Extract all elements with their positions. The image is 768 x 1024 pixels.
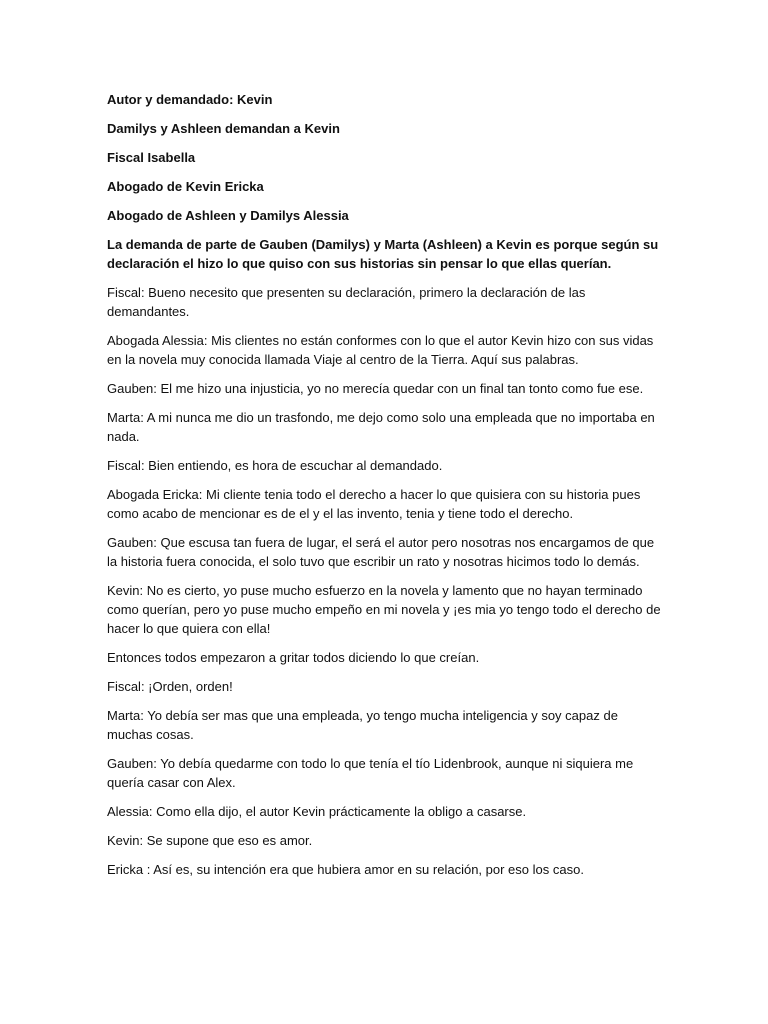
dialogue-paragraph: Gauben: Que escusa tan fuera de lugar, el será el autor pero nosotras nos encargamos de que la historia fuera conocida, el solo tuvo que escribir un rato y nosotras hicimos todo lo demás.	[107, 535, 655, 569]
dialogue-paragraph: Abogada Ericka: Mi cliente tenia todo el derecho a hacer lo que quisiera con su historia pues como acabo de mencionar es de el y el las invento, tenia y tiene todo el derecho.	[107, 487, 641, 521]
dialogue-paragraph: Fiscal: Bueno necesito que presenten su declaración, primero la declaración de las demandantes.	[107, 285, 586, 319]
dialogue-paragraph: Abogada Alessia: Mis clientes no están conformes con lo que el autor Kevin hizo con sus vidas en la novela muy conocida llamada Viaje al centro de la Tierra. Aquí sus palabras.	[107, 333, 654, 367]
narration-paragraph: Entonces todos empezaron a gritar todos diciendo lo que creían.	[107, 650, 480, 665]
heading-plaintiff-lawyer: Abogado de Ashleen y Damilys Alessia	[107, 208, 349, 223]
heading-summary: La demanda de parte de Gauben (Damilys) y Marta (Ashleen) a Kevin es porque según su declaración el hizo lo que quiso con sus historias sin pensar lo que ellas querían.	[107, 237, 659, 271]
heading-prosecutor: Fiscal Isabella	[107, 150, 196, 165]
dialogue-paragraph: Ericka : Así es, su intención era que hubiera amor en su relación, por eso los caso.	[107, 862, 584, 877]
heading-defense-lawyer: Abogado de Kevin Ericka	[107, 179, 264, 194]
dialogue-paragraph: Marta: A mi nunca me dio un trasfondo, me dejo como solo una empleada que no importaba en nada.	[107, 410, 655, 444]
heading-author: Autor y demandado: Kevin	[107, 92, 273, 107]
dialogue-paragraph: Kevin: No es cierto, yo puse mucho esfuerzo en la novela y lamento que no hayan terminado como querían, pero yo puse mucho empeño en mi novela y ¡es mia yo tengo todo el derecho de hacer lo que quiera con ella!	[107, 583, 661, 636]
heading-plaintiffs: Damilys y Ashleen demandan a Kevin	[107, 121, 340, 136]
dialogue-paragraph: Gauben: El me hizo una injusticia, yo no merecía quedar con un final tan tonto como fue ese.	[107, 381, 644, 396]
dialogue-paragraph: Fiscal: ¡Orden, orden!	[107, 679, 233, 694]
dialogue-paragraph: Gauben: Yo debía quedarme con todo lo que tenía el tío Lidenbrook, aunque ni siquiera me quería casar con Alex.	[107, 756, 634, 790]
dialogue-paragraph: Marta: Yo debía ser mas que una empleada, yo tengo mucha inteligencia y soy capaz de muchas cosas.	[107, 708, 618, 742]
dialogue-paragraph: Alessia: Como ella dijo, el autor Kevin prácticamente la obligo a casarse.	[107, 804, 527, 819]
dialogue-paragraph: Fiscal: Bien entiendo, es hora de escuchar al demandado.	[107, 458, 443, 473]
dialogue-paragraph: Kevin: Se supone que eso es amor.	[107, 833, 313, 848]
